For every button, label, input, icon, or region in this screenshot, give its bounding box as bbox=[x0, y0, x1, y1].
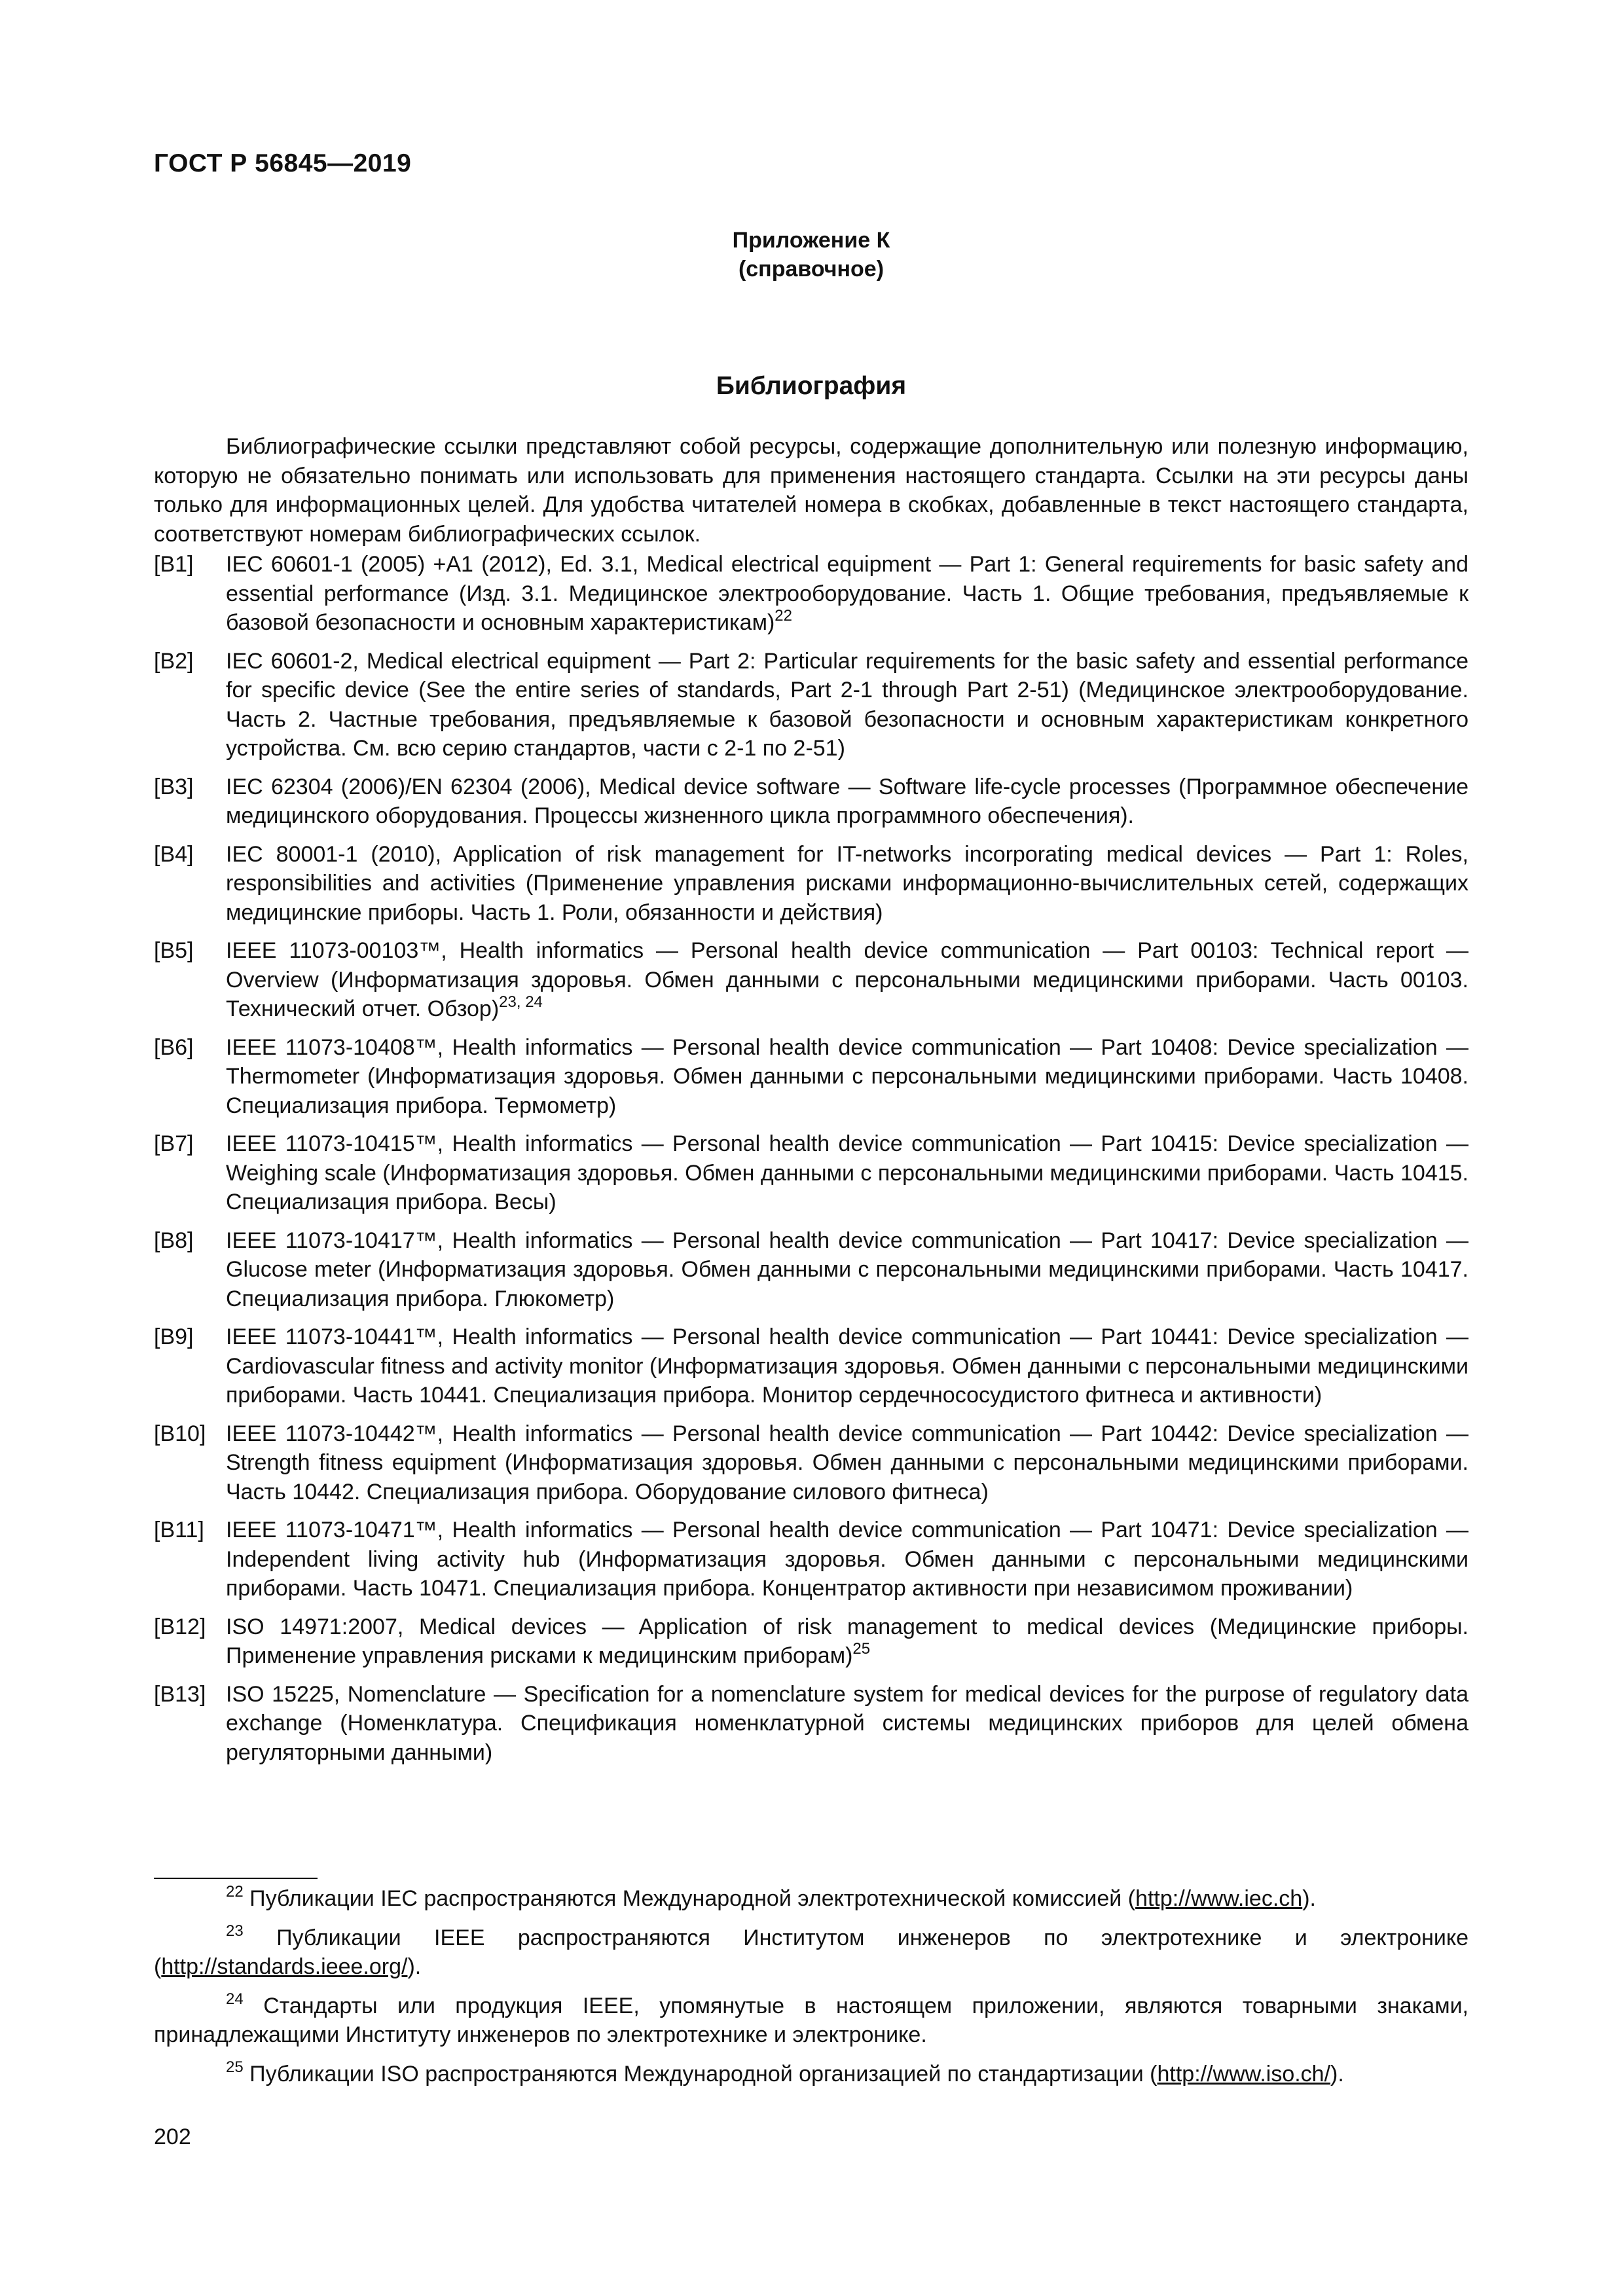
reference-item bbox=[154, 1033, 1468, 1121]
reference-citation: IEEE 11073-10417™, Health informatics — Personal health device communication — Part 10417: Device specialization — Glucose meter (Информатизация здоровья. Обмен данными с персональными медицинскими приборами. Часть 10417. Специализация прибора. Глюкометр) bbox=[226, 1228, 1468, 1311]
footnote-marker[interactable]: 25 bbox=[852, 1640, 871, 1658]
footnote-item bbox=[154, 1923, 1468, 1981]
reference-label: [B5] bbox=[154, 938, 194, 963]
footnote-text: Стандарты или продукция IEEE, упомянутые в настоящем приложении, являются товарными знаками, принадлежащими Институту инженеров по электротехнике и электронике. bbox=[154, 1994, 1469, 2047]
reference-text bbox=[226, 840, 1468, 928]
reference-citation: ISO 15225, Nomenclature — Specification for a nomenclature system for medical devices for the purpose of regulatory data exchange (Номенклатура. Спецификация номенклатурной системы медицинских приборов для целей обмена регуляторными данными) bbox=[226, 1681, 1468, 1765]
footnote-closing: ). bbox=[1330, 2062, 1344, 2086]
reference-citation: ISO 14971:2007, Medical devices — Application of risk management to medical devices (Медицинские приборы. Применение управления рисками к медицинским приборам) bbox=[226, 1614, 1468, 1668]
reference-label: [B3] bbox=[154, 774, 194, 799]
footnote-text: Публикации ISO распространяются Международной организацией по стандартизации ( bbox=[249, 2062, 1158, 2086]
footnote-text: Публикации IEEE распространяются Институтом инженеров по электротехнике и электронике ( bbox=[154, 1925, 1469, 1979]
page-number: 202 bbox=[154, 2124, 191, 2149]
reference-label: [B8] bbox=[154, 1228, 194, 1253]
bibliography-content bbox=[154, 432, 1468, 1776]
reference-text bbox=[226, 1419, 1468, 1507]
document-page bbox=[154, 0, 1468, 2296]
reference-text bbox=[226, 1613, 1468, 1671]
footnote-item bbox=[154, 1992, 1468, 2049]
reference-label: [B13] bbox=[154, 1681, 206, 1707]
reference-item bbox=[154, 1226, 1468, 1314]
reference-citation: IEEE 11073-00103™, Health informatics — Personal health device communication — Part 00103: Technical report — Overview (Информатизация здоровья. Обмен данными с персональными медицинскими приборами. Часть 00103. Технический отчет. Обзор) bbox=[226, 938, 1468, 1021]
reference-label: [B2] bbox=[154, 648, 194, 674]
reference-label: [B1] bbox=[154, 552, 194, 577]
footnote-link[interactable]: http://www.iec.ch bbox=[1135, 1886, 1303, 1911]
reference-text bbox=[226, 550, 1468, 638]
reference-text bbox=[226, 647, 1468, 763]
reference-citation: IEC 80001-1 (2010), Application of risk management for IT-networks incorporating medical devices — Part 1: Roles, responsibilities and activities (Применение управления рисками информационно-вычислительных сетей, содержащих медицинские приборы. Часть 1. Роли, обязанности и действия) bbox=[226, 841, 1468, 925]
reference-citation: IEC 62304 (2006)/EN 62304 (2006), Medical device software — Software life-cycle processes (Программное обеспечение медицинского оборудования. Процессы жизненного цикла программного обеспечения). bbox=[226, 774, 1468, 828]
footnote-link[interactable]: http://standards.ieee.org/ bbox=[161, 1954, 408, 1979]
reference-citation: IEEE 11073-10415™, Health informatics — Personal health device communication — Part 10415: Device specialization — Weighing scale (Информатизация здоровья. Обмен данными с персональными медицинскими приборами. Часть 10415. Специализация прибора. Весы) bbox=[226, 1131, 1468, 1214]
reference-list bbox=[154, 550, 1468, 1767]
footnotes bbox=[154, 1878, 1468, 2099]
reference-citation: IEC 60601-1 (2005) +A1 (2012), Ed. 3.1, Medical electrical equipment — Part 1: General requirements for basic safety and essential performance (Изд. 3.1. Медицинское электрооборудование. Часть 1. Общие требования, предъявляемые к базовой безопасности и основным характеристикам) bbox=[226, 552, 1468, 635]
reference-item bbox=[154, 1613, 1468, 1671]
reference-text bbox=[226, 1322, 1468, 1410]
footnote-link[interactable]: http://www.iso.ch/ bbox=[1157, 2062, 1331, 2086]
reference-citation: IEEE 11073-10471™, Health informatics — Personal health device communication — Part 10471: Device specialization — Independent living activity hub (Информатизация здоровья. Обмен данными с персональными медицинскими приборами. Часть 10471. Специализация прибора. Концентратор активности при независимом проживании) bbox=[226, 1518, 1468, 1601]
annex-heading bbox=[154, 226, 1468, 283]
reference-citation: IEC 60601-2, Medical electrical equipment — Part 2: Particular requirements for the basic safety and essential performance for specific device (See the entire series of standards, Part 2-1 through Part 2-51) (Медицинское электрооборудование. Часть 2. Частные требования, предъявляемые к базовой безопасности и основным характеристикам конкретного устройства. См. всю серию стандартов, части с 2-1 по 2-51) bbox=[226, 648, 1468, 761]
reference-item bbox=[154, 1129, 1468, 1217]
reference-label: [B6] bbox=[154, 1034, 194, 1060]
reference-text bbox=[226, 1129, 1468, 1217]
footnote-marker[interactable]: 23, 24 bbox=[499, 993, 543, 1011]
reference-item bbox=[154, 773, 1468, 831]
footnote-divider bbox=[154, 1878, 318, 1879]
reference-text bbox=[226, 1226, 1468, 1314]
reference-item bbox=[154, 550, 1468, 638]
reference-item bbox=[154, 1516, 1468, 1603]
standard-designation: ГОСТ Р 56845—2019 bbox=[154, 149, 412, 177]
footnote-list bbox=[154, 1884, 1468, 2088]
reference-item bbox=[154, 1419, 1468, 1507]
annex-subtitle: (справочное) bbox=[738, 257, 884, 282]
reference-item bbox=[154, 936, 1468, 1024]
footnote-item bbox=[154, 1884, 1468, 1913]
reference-citation: IEEE 11073-10442™, Health informatics — Personal health device communication — Part 10442: Device specialization — Strength fitness equipment (Информатизация здоровья. Обмен данными с персональными медицинскими приборами. Часть 10442. Специализация прибора. Оборудование силового фитнеса) bbox=[226, 1421, 1468, 1504]
footnote-text: Публикации IEC распространяются Международной электротехнической комиссией ( bbox=[249, 1886, 1136, 1911]
footnote-number: 25 bbox=[226, 2058, 244, 2076]
intro-paragraph: Библиографические ссылки представляют собой ресурсы, содержащие дополнительную или полезную информацию, которую не обязательно понимать или использовать для применения настоящего стандарта. Ссылки на эти ресурсы даны только для информационных целей. Для удобства читателей номера в скобках, добавленные в текст настоящего стандарта, соответствуют номерам библиографических ссылок. bbox=[154, 434, 1468, 547]
footnote-marker[interactable]: 22 bbox=[775, 607, 792, 625]
reference-text bbox=[226, 936, 1468, 1024]
reference-label: [B12] bbox=[154, 1614, 206, 1639]
footnote-number: 24 bbox=[226, 1990, 244, 2008]
footnote-closing: ). bbox=[407, 1954, 422, 1979]
reference-citation: IEEE 11073-10441™, Health informatics — Personal health device communication — Part 10441: Device specialization — Cardiovascular fitness and activity monitor (Информатизация здоровья. Обмен данными с персональными медицинскими приборами. Часть 10441. Специализация прибора. Монитор сердечнососудистого фитнеса и активности) bbox=[226, 1324, 1468, 1408]
footnote-item bbox=[154, 2060, 1468, 2088]
reference-label: [B7] bbox=[154, 1131, 194, 1156]
footnote-number: 22 bbox=[226, 1883, 244, 1901]
reference-text bbox=[226, 1680, 1468, 1768]
reference-label: [B4] bbox=[154, 841, 194, 867]
reference-text bbox=[226, 773, 1468, 831]
reference-text bbox=[226, 1516, 1468, 1603]
reference-item bbox=[154, 1680, 1468, 1768]
footnote-closing: ). bbox=[1302, 1886, 1316, 1911]
reference-item bbox=[154, 840, 1468, 928]
reference-item bbox=[154, 647, 1468, 763]
reference-text bbox=[226, 1033, 1468, 1121]
reference-label: [B10] bbox=[154, 1421, 206, 1446]
reference-label: [B9] bbox=[154, 1324, 194, 1349]
reference-item bbox=[154, 1322, 1468, 1410]
footnote-number: 23 bbox=[226, 1922, 244, 1940]
annex-title: Приложение К bbox=[732, 228, 890, 253]
reference-citation: IEEE 11073-10408™, Health informatics — Personal health device communication — Part 10408: Device specialization — Thermometer (Информатизация здоровья. Обмен данными с персональными медицинскими приборами. Часть 10408. Специализация прибора. Термометр) bbox=[226, 1034, 1468, 1118]
reference-label: [B11] bbox=[154, 1518, 204, 1542]
bibliography-title: Библиография bbox=[716, 372, 907, 400]
